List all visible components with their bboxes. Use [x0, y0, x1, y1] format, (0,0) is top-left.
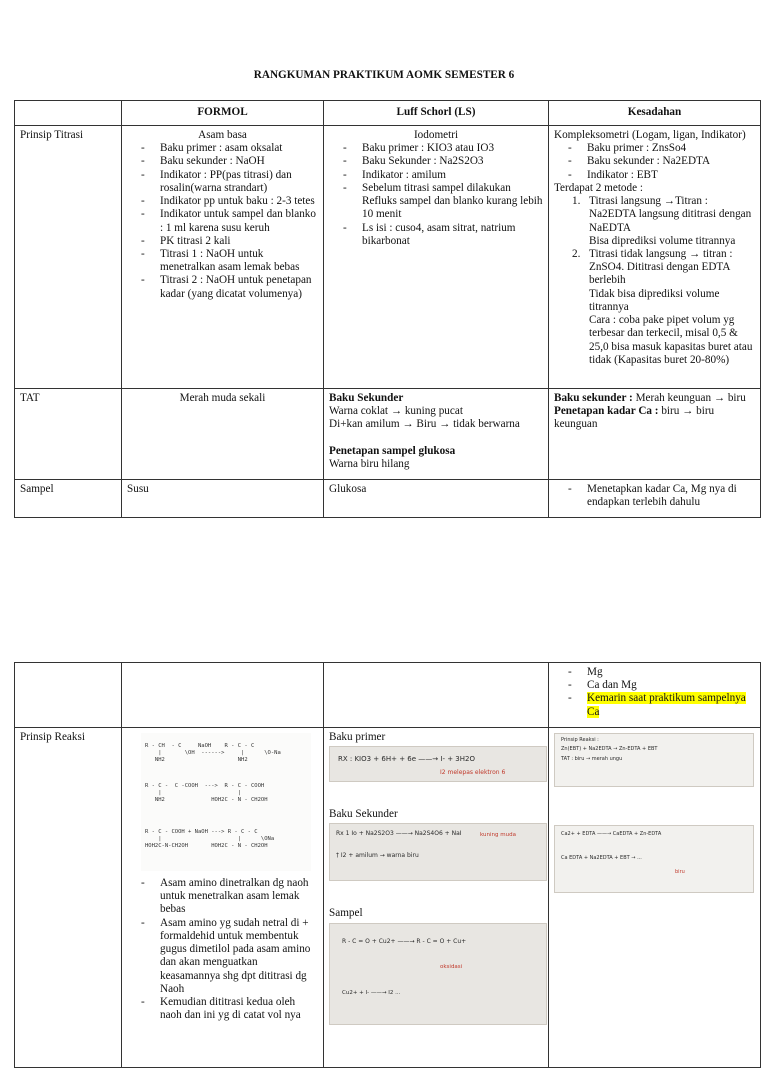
- header-kesadahan: Kesadahan: [549, 101, 761, 126]
- row-prinsip-reaksi: [15, 728, 761, 1068]
- metode-item: [572, 248, 755, 367]
- bold-label: Penetapan kadar Ca :: [554, 405, 659, 418]
- kesadahan-reaksi-cell: [549, 728, 761, 1068]
- list-item: - Baku primer : asam oksalat: [141, 142, 318, 155]
- ls-prinsip-cell: [324, 126, 549, 389]
- kesadahan-sampel-cell: [549, 480, 761, 518]
- bold-label: Baku sekunder :: [554, 392, 633, 404]
- formol-reaksi-list: [127, 877, 318, 1022]
- list-item: - Menetapkan kadar Ca, Mg nya di endapkan terlebih dahulu: [568, 483, 755, 509]
- handwritten-note: oksidasi: [440, 963, 463, 970]
- kesadahan-heading: Kompleksometri (Logam, ligan, Indikator): [554, 129, 746, 141]
- list-item: - Baku primer : KIO3 atau IO3: [343, 142, 543, 155]
- list-item: - Indikator : EBT: [568, 169, 755, 182]
- formol-reaction-image: [141, 733, 311, 871]
- sampel-photo: [329, 923, 547, 1025]
- metode-note: Tidak bisa diprediksi volume titrannya: [589, 287, 720, 313]
- list-item: - Baku sekunder : Na2EDTA: [568, 155, 755, 168]
- list-item: - Baku sekunder : NaOH: [141, 155, 318, 168]
- kesadahan-list: [554, 142, 755, 182]
- list-item: - Asam amino yg sudah netral di + formaldehid untuk membentuk gugus dimetilol pada asam amino dan akan menguatkan keasamannya shg dpt dititrasi dg Naoh: [141, 917, 318, 996]
- formol-list: [127, 142, 318, 301]
- metode-item: [572, 195, 755, 248]
- formol-prinsip-cell: [122, 126, 324, 389]
- empty-cell: [15, 663, 122, 728]
- empty-cell: [122, 663, 324, 728]
- ls-tat-line: Di+kan amilum → Biru → tidak berwarna: [329, 418, 520, 431]
- kesadahan-top-cell: [549, 663, 761, 728]
- row-tat: [15, 389, 761, 480]
- list-item: [568, 692, 755, 718]
- reaction-scheme-3: R - C - COOH + NaOH ---> R - C - C | | \ONa HOH2C-N-CH2OH HOH2C - N - CH2OH: [145, 829, 275, 849]
- handwritten-note: Cu2+ + I- ——→ I2 ...: [342, 989, 401, 996]
- tat-value: Merah keunguan → biru: [635, 392, 746, 404]
- list-item: - Titrasi 1 : NaOH untuk menetralkan asam lemak bebas: [141, 248, 318, 274]
- ls-reaksi-cell: [324, 728, 549, 1068]
- list-item: - Asam amino dinetralkan dg naoh untuk menetralkan asam lemak bebas: [141, 877, 318, 917]
- highlighted-text: Kemarin saat praktikum sampelnya Ca: [587, 692, 746, 718]
- list-item: - Baku primer : ZnsSo4: [568, 142, 755, 155]
- reaction-scheme-1: R - CH - C NaOH R - C - C | \OH ------> | \O-Na NH2 NH2: [145, 743, 281, 763]
- formol-reaksi-cell: [122, 728, 324, 1068]
- baku-primer-photo: [329, 746, 547, 782]
- metode-note: Cara : coba pake pipet volum yg terbesar dan terkecil, misal 0,5 & 25,0 bisa masuk kapasitas buret atau tidak (Kapasitas buret 20-80%): [589, 314, 753, 366]
- page-title: RANGKUMAN PRAKTIKUM AOMK SEMESTER 6: [253, 69, 515, 81]
- ls-tat-cell: [324, 389, 549, 480]
- tat-value: biru → biru keunguan: [554, 405, 715, 431]
- metode-text: Titrasi langsung →Titran : Na2EDTA langsung dititrasi dengan NaEDTA: [589, 195, 752, 234]
- baku-sekunder-photo: [329, 823, 547, 881]
- list-item: - Baku Sekunder : Na2S2O3: [343, 155, 543, 168]
- summary-table: [14, 100, 761, 518]
- header-formol: FORMOL: [122, 101, 324, 126]
- ls-tat-line: Warna coklat → kuning pucat: [329, 405, 463, 418]
- handwritten-equation: RX : KIO3 + 6H+ + 6e ——→ I- + 3H2O: [338, 755, 475, 764]
- ls-sampel-label: Sampel: [329, 907, 363, 920]
- list-item: - Indikator : PP(pas titrasi) dan rosalin(warna strandart): [141, 169, 318, 195]
- kesadahan-prinsip-cell: [549, 126, 761, 389]
- row-label: TAT: [15, 389, 122, 480]
- handwritten-note: I2 melepas elektron 6: [440, 769, 506, 777]
- reaction-table: [14, 662, 761, 1068]
- list-item: - Indikator pp untuk baku : 2-3 tetes: [141, 195, 318, 208]
- ls-tat-line: Warna biru hilang: [329, 457, 410, 470]
- handwritten-line: Ca2+ + EDTA ——→ CaEDTA + Zn-EDTA: [561, 831, 662, 837]
- list-item: - Mg: [568, 666, 755, 679]
- ls-tat-subheading: Penetapan sampel glukosa: [329, 444, 456, 457]
- ls-list: [329, 142, 543, 248]
- metode-list: [554, 195, 755, 367]
- handwritten-equation: † I2 + amilum → warna biru: [336, 852, 419, 860]
- reaction-scheme-2: R - C - C -COOH ---> R - C - COOH | | NH2 HOH2C - N - CH2OH: [145, 783, 268, 803]
- list-item: - Indikator untuk sampel dan blanko : 1 ml karena susu keruh: [141, 208, 318, 234]
- list-item: - Kemudian dititrasi kedua oleh naoh dan ini yg di catat vol nya: [141, 996, 318, 1022]
- handwritten-note: biru: [675, 869, 685, 875]
- handwritten-note: kuning muda: [480, 832, 516, 839]
- formol-tat-cell: Merah muda sekali: [122, 389, 324, 480]
- kesadahan-sampel-list: [554, 483, 755, 509]
- ls-heading: Iodometri: [413, 129, 459, 141]
- handwritten-line: Prinsip Reaksi :: [561, 737, 599, 743]
- formol-sampel-cell: Susu: [122, 480, 324, 518]
- list-item: - PK titrasi 2 kali: [141, 235, 318, 248]
- list-item: - Titrasi 2 : NaOH untuk penetapan kadar (yang dicatat volumenya): [141, 274, 318, 300]
- row-sampel: [15, 480, 761, 518]
- row-label: Prinsip Titrasi: [15, 126, 122, 389]
- handwritten-line: Ca EDTA + Na2EDTA + EBT → ...: [561, 855, 642, 861]
- handwritten-equation: Rx 1 Io + Na2S2O3 ——→ Na2S4O6 + NaI: [336, 830, 462, 838]
- header-row: [15, 101, 761, 126]
- kesadahan-tat-cell: [549, 389, 761, 480]
- header-luff-schorl: Luff Schorl (LS): [324, 101, 549, 126]
- row-label: Sampel: [15, 480, 122, 518]
- metode-number: 2.: [572, 247, 581, 260]
- ls-baku-sekunder-label: Baku Sekunder: [329, 808, 398, 821]
- handwritten-equation: R - C = O + Cu2+ ——→ R - C = O + Cu+: [342, 937, 467, 945]
- metode-intro: Terdapat 2 metode :: [554, 181, 643, 194]
- handwritten-line: TAT : biru → merah ungu: [561, 756, 623, 762]
- kesadahan-top-list: [554, 666, 755, 719]
- list-item: - Indikator : amilum: [343, 169, 543, 182]
- header-empty: [15, 101, 122, 126]
- list-item: - Ca dan Mg: [568, 679, 755, 692]
- formol-heading: Asam basa: [198, 129, 247, 141]
- kesadahan-note-photo-2: [554, 825, 754, 893]
- ls-sampel-cell: Glukosa: [324, 480, 549, 518]
- row-label: Prinsip Reaksi: [15, 728, 122, 1068]
- empty-cell: [324, 663, 549, 728]
- metode-text: Titrasi tidak langsung → titran : ZnSO4. Dititrasi dengan EDTA berlebih: [589, 247, 733, 287]
- kesadahan-tat-line: [554, 392, 755, 405]
- ls-tat-subheading: Baku Sekunder: [329, 392, 404, 404]
- row-prinsip-titrasi: [15, 126, 761, 389]
- kesadahan-tat-line: [554, 405, 755, 431]
- row-top: [15, 663, 761, 728]
- list-item: - Sebelum titrasi sampel dilakukan Refluks sampel dan blanko kurang lebih 10 menit: [343, 182, 543, 222]
- handwritten-line: Zn(EBT) + Na2EDTA → Zn-EDTA + EBT: [561, 746, 658, 752]
- ls-baku-primer-label: Baku primer: [329, 731, 386, 743]
- list-item: - Ls isi : cuso4, asam sitrat, natrium bikarbonat: [343, 222, 543, 248]
- metode-number: 1.: [572, 195, 581, 208]
- metode-note: Bisa diprediksi volume titrannya: [589, 234, 736, 247]
- kesadahan-note-photo-1: [554, 733, 754, 787]
